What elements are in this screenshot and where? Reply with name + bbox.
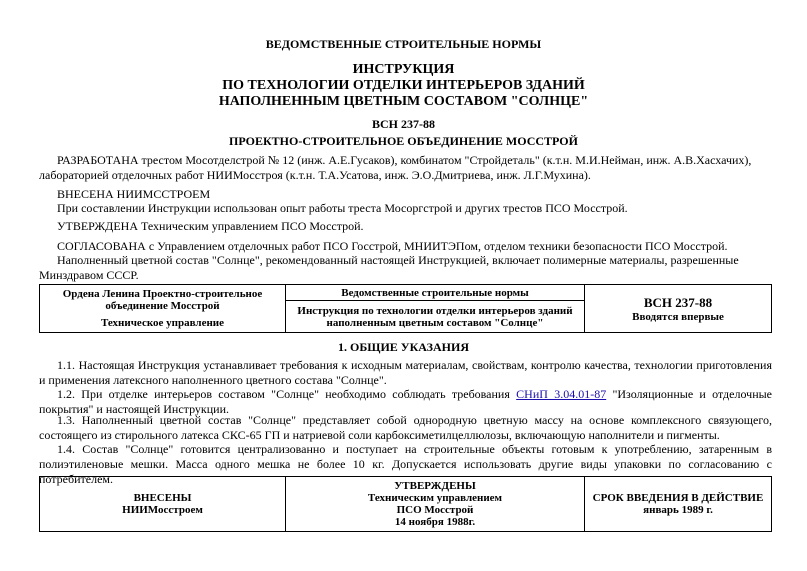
section-title: 1. ОБЩИЕ УКАЗАНИЯ (338, 340, 469, 354)
org-name-line-1: Ордена Ленина Проектно-строительное (62, 288, 263, 300)
approval-mid-cell (286, 477, 585, 532)
approval-left-cell (40, 477, 286, 532)
mid-bottom-line-1: Инструкция по технологии отделки интерьеров зданий (297, 304, 573, 317)
clause-1-4: 1.4. Состав "Солнце" готовится централизованно и поступает на строительные объекты готовым к употреблению, затаренным в полиэтиленовые мешки. Масса одного мешка не более 10 кг. Допускается использовать другие виды упаковки по согласованию с потребителем. (39, 442, 772, 486)
org-name-line-2: объединение Мосстрой (105, 300, 220, 312)
introduced-label: ВНЕСЕНЫ (133, 492, 192, 504)
approval-table (39, 476, 772, 532)
introduced-by: НИИМосстроем (122, 504, 203, 516)
header-table-right-cell (585, 285, 772, 333)
developed-paragraph: РАЗРАБОТАНА трестом Мосотделстрой № 12 (инж. А.Е.Гусаков), комбинатом "Стройдеталь" (к.т.н. М.И.Нейман, инж. А.В.Хасхачих), лабораторией отделочных работ НИИМосстроя (к.т.н. Т.А.Усатова, инж. Э.О.Дмитриева, инж. Л.Г.Мухина). (39, 153, 752, 182)
approved-by-line-1: Техническим управлением (367, 492, 503, 504)
header-table (39, 284, 772, 333)
effective-date: январь 1989 г. (643, 504, 713, 516)
mid-bottom-line-2: наполненным цветным составом "Солнце" (326, 316, 544, 329)
organization-heading: ПРОЕКТНО-СТРОИТЕЛЬНОЕ ОБЪЕДИНЕНИЕ МОССТРОЙ (229, 134, 578, 148)
right-note: Вводятся впервые (632, 310, 724, 323)
header-table-left-cell (40, 285, 286, 333)
technical-department: Техническое управление (100, 317, 225, 329)
title-line-2: ПО ТЕХНОЛОГИИ ОТДЕЛКИ ИНТЕРЬЕРОВ ЗДАНИЙ (222, 78, 585, 93)
composition-paragraph: Наполненный цветной состав "Солнце", рекомендованный настоящей Инструкцией, включает полимерные материалы, разрешенные Минздравом СССР. (39, 253, 739, 282)
approved-label: УТВЕРЖДЕНЫ (394, 480, 476, 492)
title-line-1: ИНСТРУКЦИЯ (352, 62, 455, 77)
experience-paragraph: При составлении Инструкции использован опыт работы треста Мосоргстрой и других трестов ПСО Мосстрой. (57, 201, 628, 215)
clause-1-2-after: "Изоляционные и отделочные покрытия" и настоящей Инструкции. (39, 387, 773, 416)
header-table-mid-bottom (286, 301, 585, 333)
effective-label: СРОК ВВЕДЕНИЯ В ДЕЙСТВИЕ (592, 492, 764, 504)
header-table-mid-top: Ведомственные строительные нормы (286, 285, 585, 301)
approved-by-line-2: ПСО Мосстрой (396, 504, 474, 516)
document-category: ВЕДОМСТВЕННЫЕ СТРОИТЕЛЬНЫЕ НОРМЫ (265, 37, 542, 51)
approved-paragraph: УТВЕРЖДЕНА Техническим управлением ПСО Мосстрой. (57, 219, 364, 233)
snip-link[interactable]: СНиП 3.04.01-87 (516, 387, 607, 401)
clause-1-3: 1.3. Наполненный цветной состав "Солнце" представляет собой однородную цветную массу на основе комплексного связующего, состоящего из стирольного латекса СКС-65 ГП и натриевой соли карбоксиметилцеллюлозы, включающую наполнители и пигменты. (39, 413, 772, 442)
document-title (0, 62, 807, 110)
right-code: ВСН 237-88 (643, 294, 713, 310)
clause-1-2-before: 1.2. При отделке интерьеров составом "Солнце" необходимо соблюдать требования (57, 387, 517, 401)
agreed-paragraph: СОГЛАСОВАНА с Управлением отделочных работ ПСО Госстрой, МНИИТЭПом, отделом техники безопасности ПСО Мосстрой. (57, 239, 728, 253)
approval-date: 14 ноября 1988г. (394, 516, 476, 528)
clause-1-1: 1.1. Настоящая Инструкция устанавливает требования к исходным материалам, свойствам, контролю качества, технологии приготовления и применения латексного наполненного цветного состава "Солнце". (39, 358, 772, 387)
title-line-3: НАПОЛНЕННЫМ ЦВЕТНЫМ СОСТАВОМ "СОЛНЦЕ" (218, 94, 589, 109)
document-code: ВСН 237-88 (372, 117, 435, 131)
approval-right-cell (585, 477, 772, 532)
introduced-paragraph: ВНЕСЕНА НИИМССТРОЕМ (57, 187, 211, 201)
